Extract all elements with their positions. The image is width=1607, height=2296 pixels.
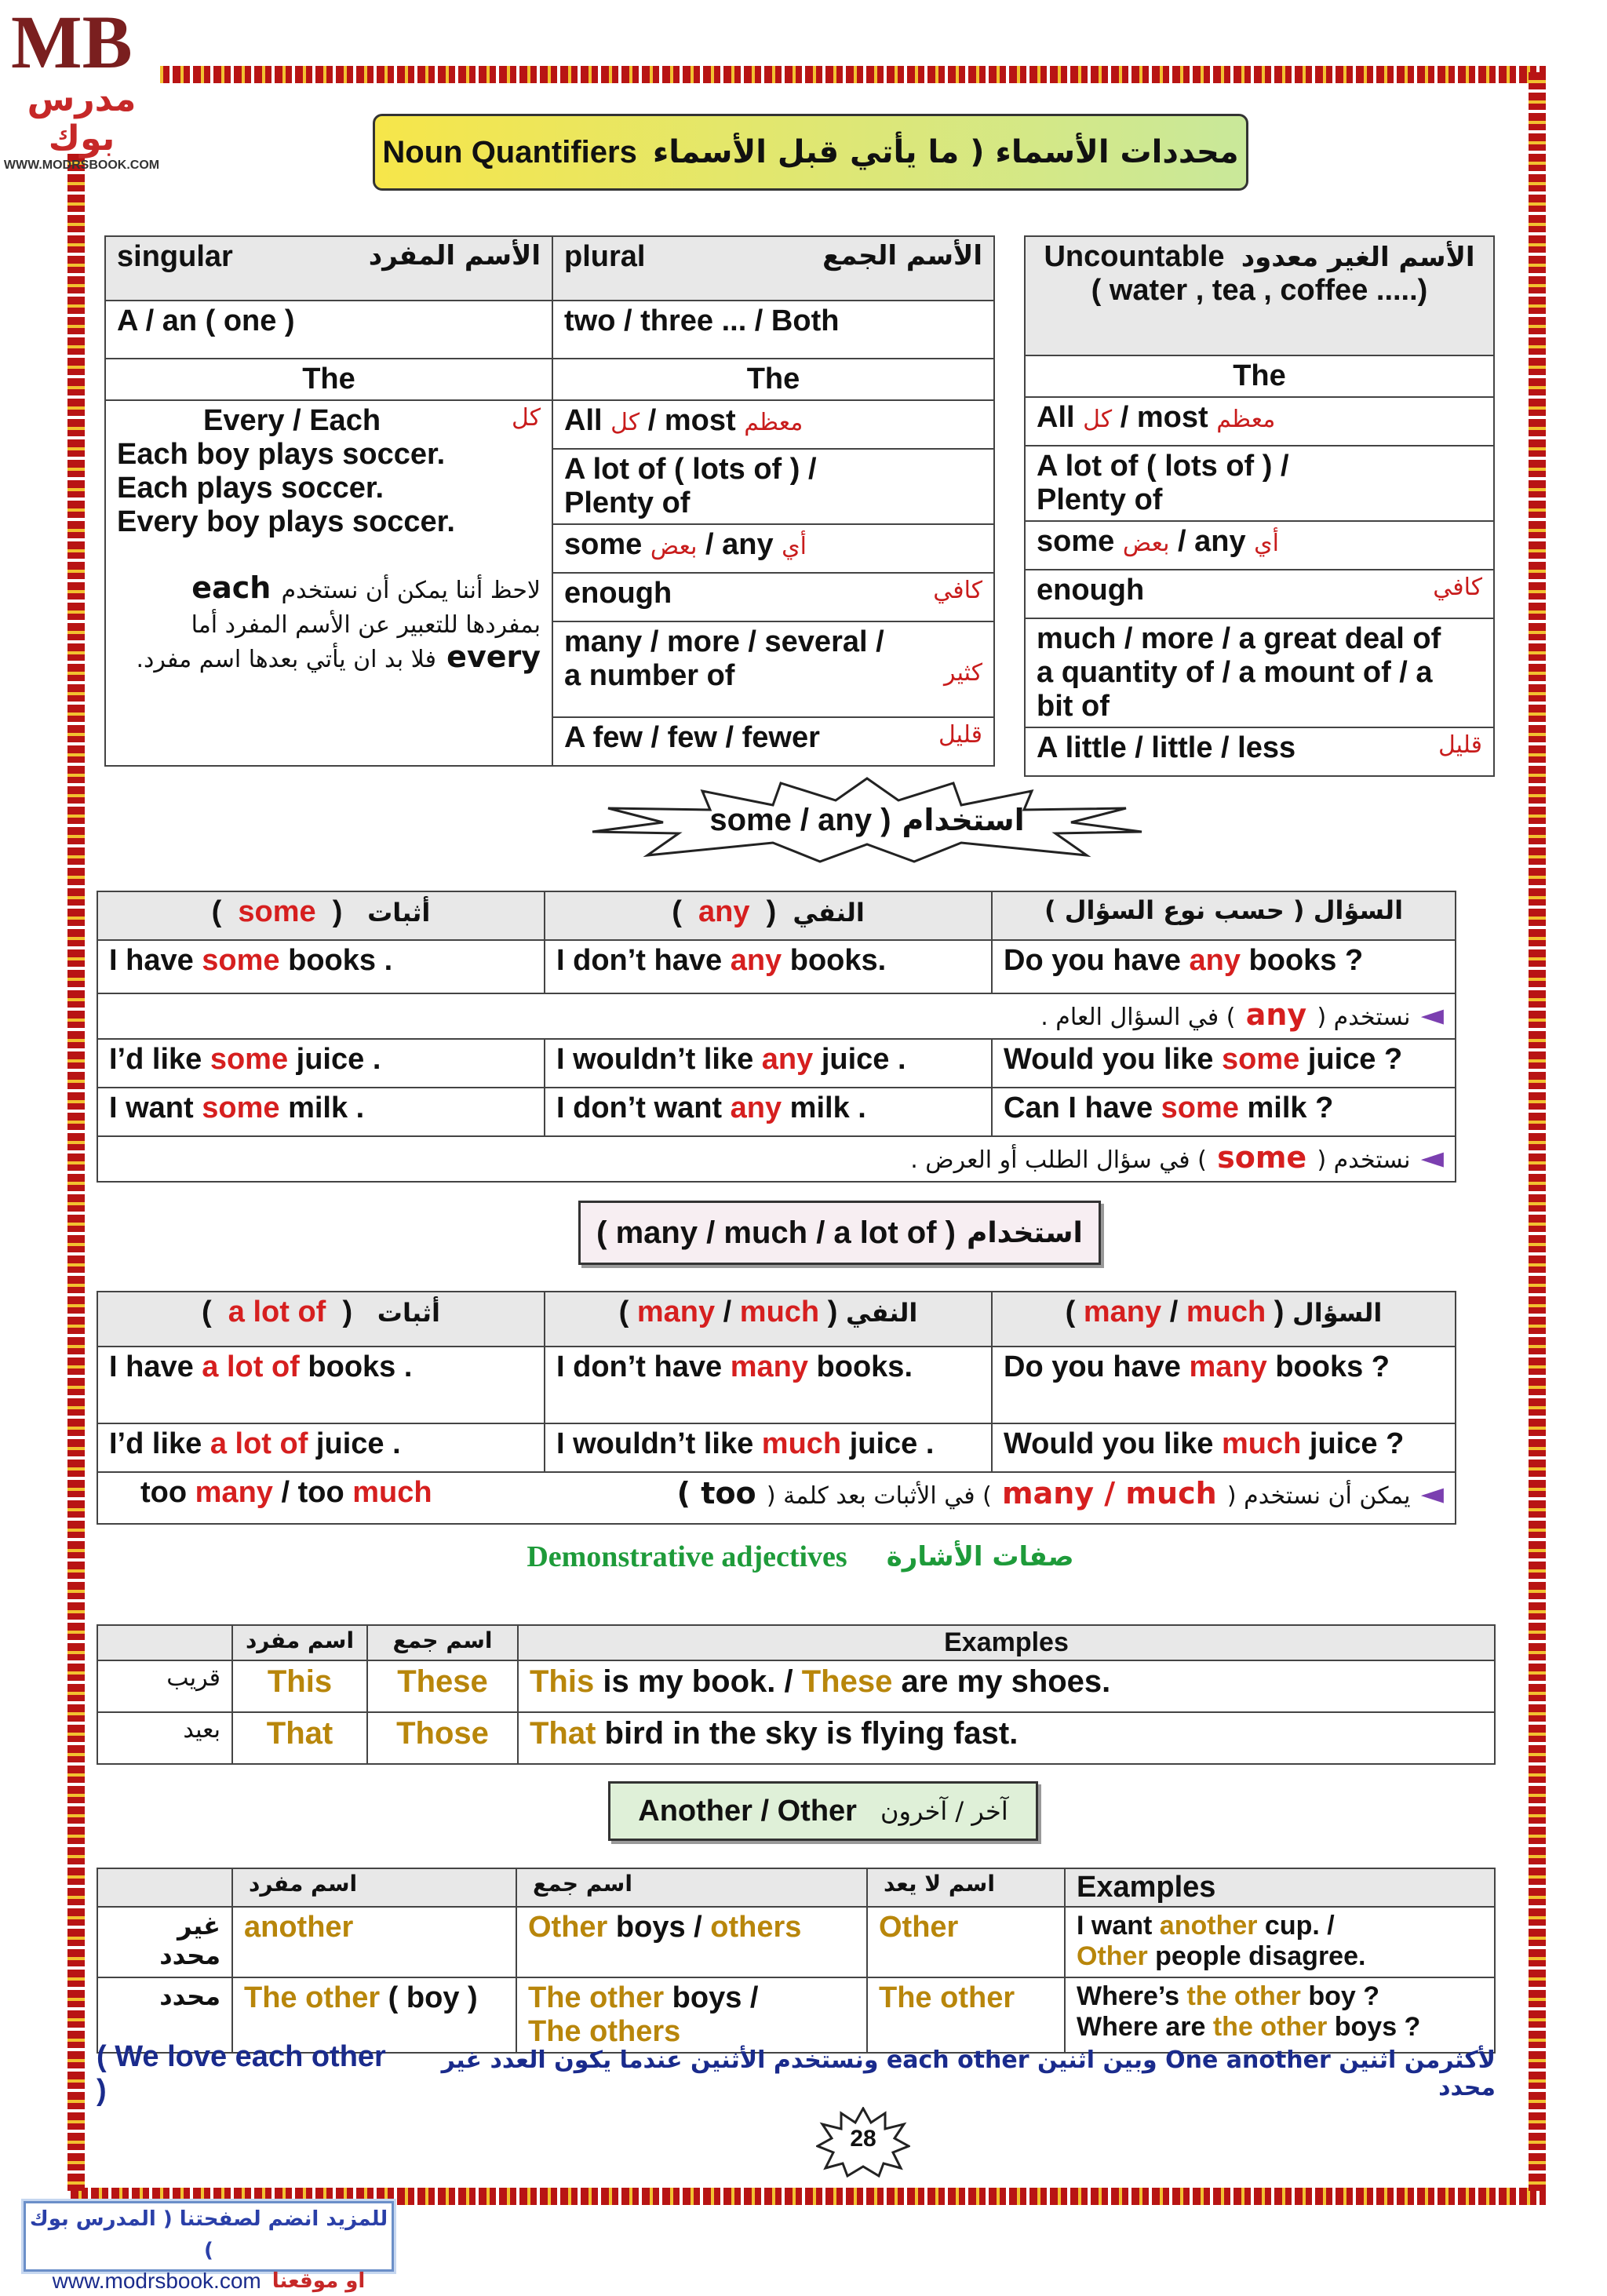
ao-def-ex2-a: Where are (1077, 2012, 1213, 2042)
sa-h1-ar: أثبات (367, 898, 431, 928)
mm-r2-b: a lot of (210, 1427, 308, 1460)
sa-note1-word: any (1245, 997, 1307, 1032)
uncount-head: Uncountable (1044, 240, 1225, 273)
mm-r1c-a: Do you have (1004, 1350, 1190, 1383)
demo-near-ar: قريب (97, 1660, 232, 1712)
sa-r1-b: some (202, 944, 280, 977)
plural-the: The (552, 359, 994, 400)
arrow-icon: ◄ (1420, 997, 1444, 1032)
note1-en: each (191, 570, 271, 605)
slash: / (705, 528, 714, 561)
too-en1: too (140, 1476, 195, 1509)
sa-r2c-a: Would you like (1004, 1043, 1222, 1076)
uncount-all-ar: كل (1083, 406, 1113, 433)
ao-def-s-a: The other (244, 1981, 381, 2014)
uncount-plenty-of: Plenty of (1037, 483, 1163, 516)
ao-def-p1-b: boys / (664, 1981, 759, 2014)
ao-def-p1-a: The other (528, 1981, 665, 2014)
uncount-a-lot-of: A lot of ( lots of ) / (1037, 450, 1289, 483)
mm-r2-c: juice . (308, 1427, 401, 1460)
decorative-border-right (1529, 72, 1546, 2191)
sa-h2-word: any (698, 895, 750, 928)
demo-near-s: This (232, 1660, 367, 1712)
singular-head: singular (117, 240, 233, 273)
ao-def-p2: The others (528, 2015, 681, 2048)
demo-h-plural: اسم جمع (367, 1625, 518, 1660)
some-any-title (585, 777, 1150, 863)
mm-r1b-a: I don’t have (556, 1350, 731, 1383)
some-any-title-en: some / any ) (709, 802, 891, 837)
ao-def-ex1-a: Where’s (1077, 1981, 1187, 2011)
demo-far-s: That (232, 1712, 367, 1764)
uncount-examples: ( water , tea , coffee .....) (1091, 274, 1428, 307)
mm-r2b-a: I wouldn’t like (556, 1427, 762, 1460)
page-number: 28 (850, 2126, 876, 2152)
sa-r3-c: milk . (279, 1092, 365, 1124)
many-much-table: ( a lot of ) أثبات ( many / much ) النفي ( many / much ) السؤال I have a lot of books . I don’t have many books. Do you have many books ? I’d like a lot of juice . I wouldn’t like much juice . Would you like much juice ? too many / too much ◄ يمكن أن نستخدم ( many / much ) في الأثبات بعد كلمة ( too ) (97, 1291, 1456, 1525)
promo-box (24, 2201, 394, 2293)
ao-indef-ar: غير محدد (97, 1907, 232, 1977)
sa-r3b-b: any (730, 1092, 782, 1124)
another-other-title (608, 1781, 1038, 1841)
ao-indef-ex2-a: Other (1077, 1941, 1148, 1971)
uncount-some-ar: بعض (1122, 530, 1170, 557)
plural-some: some (564, 528, 643, 561)
uncountable-table (1024, 235, 1495, 777)
ao-indef-ex1-b: another (1159, 1911, 1258, 1941)
sa-note2-word: some (1217, 1140, 1307, 1175)
mm-h1-word: a lot of (228, 1296, 326, 1328)
sa-r1b-b: any (730, 944, 782, 977)
demo-far-ex-a: That (530, 1716, 596, 1751)
plural-enough: enough (564, 577, 672, 610)
uncount-bit-of: bit of (1037, 690, 1110, 723)
plural-most-ar: معظم (744, 409, 804, 436)
uncount-little-ar: قليل (1438, 731, 1482, 759)
ao-def-u: The other (867, 1977, 1065, 2053)
sa-r1c-b: any (1189, 944, 1241, 977)
sa-r2-a: I’d like (109, 1043, 210, 1076)
decorative-border-left (67, 72, 85, 2191)
mm-h3-w1: many (1083, 1296, 1162, 1328)
mm-r1b-c: books. (807, 1350, 913, 1383)
sa-note2-ar2: ) في سؤال الطلب أو العرض . (910, 1146, 1207, 1174)
logo-brand: MB (11, 0, 133, 84)
plural-two-three: two / three ... / Both (552, 301, 994, 359)
mm-r1c-b: many (1189, 1350, 1267, 1383)
ao-h-singular: اسم مفرد (232, 1868, 516, 1907)
uncount-enough-ar: كافي (1433, 574, 1482, 601)
uncount-any-ar: أي (1254, 530, 1279, 557)
sa-note1-ar2: ) في السؤال العام . (1040, 1004, 1236, 1031)
ao-def-ex2-b: the other (1212, 2012, 1328, 2042)
every-example-1: Each boy plays soccer. (117, 438, 446, 471)
uncount-most: most (1136, 401, 1208, 434)
uncount-much: much / more / a great deal of (1037, 622, 1441, 655)
sa-r3b-a: I don’t want (556, 1092, 731, 1124)
ao-indef-p-b: boys / (607, 1911, 711, 1944)
title-banner (373, 114, 1248, 191)
sa-r1b-c: books. (782, 944, 887, 977)
plural-all: All (564, 404, 603, 437)
every-ar: كل (511, 404, 541, 432)
each-other-rule: لأكثرمن اثنين One another وبين اثنين each other ونستخدم الأثنين عندما يكون العدد غير محدد (441, 2046, 1496, 2101)
demonstrative-table (97, 1624, 1496, 1765)
uncount-some: some (1037, 525, 1115, 558)
note3-en: every (446, 640, 541, 674)
demo-h-singular: اسم مفرد (232, 1625, 367, 1660)
plural-number-of: a number of (564, 659, 735, 692)
title-en: Noun Quantifiers (382, 134, 637, 169)
sa-r2c-c: juice ? (1299, 1043, 1403, 1076)
note3-ar: فلا بد ان يأتي بعدها اسم مفرد. (136, 646, 436, 673)
ao-indef-ex1-c: cup. / (1257, 1911, 1335, 1941)
plural-some-ar: بعض (650, 533, 698, 560)
sa-r1c-a: Do you have (1004, 944, 1190, 977)
plural-all-ar: كل (610, 409, 640, 436)
sa-note1-ar: نستخدم ( (1317, 1004, 1411, 1031)
sa-r2b-a: I wouldn’t like (556, 1043, 762, 1076)
ao-indef-ex1-a: I want (1077, 1911, 1160, 1941)
demo-near-ex-b: is my book. / (594, 1664, 802, 1699)
plural-any-ar: أي (782, 533, 807, 560)
mm-note-ar: يمكن أن نستخدم ( (1226, 1482, 1411, 1510)
plural-head-ar: الأسم الجمع (822, 240, 982, 272)
uncount-the: The (1025, 355, 1494, 397)
some-any-title-ar: استخدام (902, 803, 1025, 837)
promo-line2-ar: او موقعنا (271, 2269, 366, 2293)
plural-plenty-of: Plenty of (564, 487, 691, 519)
demo-far-p: Those (367, 1712, 518, 1764)
mm-r1b-b: many (730, 1350, 808, 1383)
site-logo (3, 0, 160, 172)
demo-title-en: Demonstrative adjectives (527, 1540, 847, 1573)
ao-indef-p-a: Other (528, 1911, 608, 1944)
many-much-title-en: ( many / much / a lot of ) (596, 1215, 956, 1250)
demonstrative-title (518, 1534, 1083, 1580)
sa-r3-a: I want (109, 1092, 202, 1124)
each-other-example: ( We love each other ) (97, 2040, 386, 2107)
demo-near-ex-a: This (530, 1664, 595, 1699)
mm-h3-ar: السؤال (1292, 1298, 1383, 1328)
uncount-all: All (1037, 401, 1075, 434)
slash: / (1120, 401, 1129, 434)
demo-h-examples: Examples (518, 1625, 1495, 1660)
every-each: Every / Each (203, 404, 381, 437)
another-title-ar: آخر / آخرون (880, 1796, 1008, 1826)
ao-indef-p-c: others (710, 1911, 802, 1944)
mm-h2-w1: many (636, 1296, 716, 1328)
demo-far-ar: بعيد (97, 1712, 232, 1764)
promo-site-link[interactable]: www.modrsbook.com (52, 2269, 261, 2293)
ao-def-ex1-c: boy ? (1300, 1981, 1380, 2011)
uncount-enough: enough (1037, 574, 1145, 607)
uncount-most-ar: معظم (1216, 406, 1276, 433)
logo-site: WWW.MODRSBOOK.COM (3, 159, 160, 172)
demo-near-ex-d: are my shoes. (892, 1664, 1111, 1699)
sa-r3c-a: Can I have (1004, 1092, 1161, 1124)
mm-h2-ar: النفي (845, 1298, 918, 1328)
arrow-icon: ◄ (1420, 1476, 1444, 1511)
title-ar: محددات الأسماء ( ما يأتي قبل الأسماء (652, 134, 1239, 170)
every-example-2: Each plays soccer. (117, 472, 384, 505)
mm-r2c-a: Would you like (1004, 1427, 1222, 1460)
another-title-en: Another / Other (638, 1794, 857, 1828)
ao-def-s-b: ( boy ) (380, 1981, 478, 2014)
many-much-title-ar: استخدام (966, 1216, 1083, 1249)
mm-h3-w2: much (1186, 1296, 1266, 1328)
plural-many: many / more / several / (564, 625, 884, 658)
singular-the: The (105, 359, 552, 400)
sa-h3-ar: السؤال ( حسب نوع السؤال ) (992, 891, 1456, 940)
mm-r1-c: books . (299, 1350, 413, 1383)
sa-r3-b: some (202, 1092, 280, 1124)
sa-r3c-c: milk ? (1238, 1092, 1334, 1124)
uncount-little: A little / little / less (1037, 731, 1296, 764)
logo-ar-name: مدرس بوك (27, 79, 137, 159)
mm-r2c-b: much (1222, 1427, 1302, 1460)
mm-r2-a: I’d like (109, 1427, 210, 1460)
too-en2: / too (272, 1476, 353, 1509)
demo-near-ex-c: These (801, 1664, 893, 1699)
sa-h2-ar: النفي (793, 898, 865, 928)
too-red1: many (195, 1476, 273, 1509)
note1-ar: لاحظ أننا يمكن أن نستخدم (281, 577, 541, 604)
uncount-head-ar: الأسم الغير معدود (1241, 242, 1475, 273)
another-other-table (97, 1868, 1496, 2054)
sa-r1c-c: books ? (1240, 944, 1364, 977)
plural-a-lot-of: A lot of ( lots of ) / (564, 453, 817, 486)
note2-ar: بمفردها للتعبير عن الأسم المفرد أما (191, 611, 541, 639)
ao-def-ex2-c: boys ? (1327, 2012, 1421, 2042)
decorative-border-top (71, 66, 1546, 83)
plural-few-ar: قليل (938, 721, 982, 749)
too-red2: much (352, 1476, 432, 1509)
slash: / (647, 404, 657, 437)
mm-r2b-c: juice . (841, 1427, 935, 1460)
ao-indef-u: Other (867, 1907, 1065, 1977)
promo-line1: للمزيد انضم لصفحتنا ( المدرس بوك ) (29, 2207, 388, 2262)
slash: / (1177, 525, 1186, 558)
singular-head-ar: الأسم المفرد (368, 240, 541, 272)
demo-near-p: These (367, 1660, 518, 1712)
sa-r2b-b: any (761, 1043, 814, 1076)
plural-few: A few / few / fewer (564, 721, 820, 754)
mm-r1-a: I have (109, 1350, 202, 1383)
sa-note2-ar: نستخدم ( (1317, 1146, 1411, 1174)
mm-r2b-b: much (761, 1427, 842, 1460)
plural-any: any (722, 528, 774, 561)
demo-title-ar: صفات الأشارة (886, 1541, 1074, 1573)
mm-note-en: too (701, 1476, 756, 1511)
sa-r2b-c: juice . (813, 1043, 906, 1076)
sa-r1-a: I have (109, 944, 202, 977)
singular-plural-table (104, 235, 995, 767)
plural-head: plural (564, 240, 646, 273)
arrow-icon: ◄ (1420, 1140, 1444, 1175)
ao-indef-s: another (232, 1907, 516, 1977)
uncount-any: any (1194, 525, 1246, 558)
ao-h-plural: اسم جمع (516, 1868, 867, 1907)
some-any-table: ( some ) أثبات ( any ) النفي السؤال ( حسب نوع السؤال ) I have some books . I don’t have any books. Do you have any books ? ◄ نستخدم ( any ) في السؤال العام . I’d like some juice . I wouldn’t like any juice . Would you like some juice ? I want some milk . I don’t want any milk . Can I have some milk ? ◄ نستخدم ( some ) في سؤال الطلب أو العرض . (97, 891, 1456, 1183)
ao-h-uncount: اسم لا يعد (867, 1868, 1065, 1907)
sa-r3b-c: milk . (782, 1092, 866, 1124)
ao-h-examples: Examples (1065, 1868, 1495, 1907)
each-other-note (97, 2040, 1496, 2107)
sa-r2-c: juice . (288, 1043, 381, 1076)
singular-a-an: A / an ( one ) (105, 301, 552, 359)
many-much-title (578, 1201, 1101, 1265)
mm-h1-ar: أثبات (377, 1298, 440, 1328)
ao-def-ex1-b: the other (1186, 1981, 1301, 2011)
ao-indef-ex2-b: people disagree. (1147, 1941, 1366, 1971)
mm-note-ar2: ) في الأثبات بعد كلمة ( (766, 1482, 992, 1510)
mm-r1c-c: books ? (1266, 1350, 1390, 1383)
sa-r2c-b: some (1222, 1043, 1300, 1076)
sa-r1b-a: I don’t have (556, 944, 731, 977)
sa-h1-word: some (238, 895, 316, 928)
mm-r2c-c: juice ? (1301, 1427, 1405, 1460)
mm-note-word: many / much (1002, 1476, 1217, 1511)
plural-enough-ar: كافي (933, 577, 982, 604)
singular-every-cell (105, 400, 552, 766)
sa-r3c-b: some (1161, 1092, 1239, 1124)
plural-many-ar: كثير (944, 659, 982, 687)
uncount-quantity: a quantity of / a mount of / a (1037, 656, 1433, 689)
ao-def-ar: محدد (97, 1977, 232, 2053)
mm-r1-b: a lot of (202, 1350, 300, 1383)
demo-far-ex-b: bird in the sky is flying fast. (596, 1716, 1018, 1751)
page-number-badge (816, 2107, 910, 2178)
plural-most: most (664, 404, 736, 437)
sa-r1-c: books . (279, 944, 393, 977)
sa-r2-b: some (210, 1043, 289, 1076)
mm-h2-w2: much (739, 1296, 820, 1328)
every-example-3: Every boy plays soccer. (117, 505, 455, 538)
mm-note-end: ) (676, 1476, 691, 1511)
